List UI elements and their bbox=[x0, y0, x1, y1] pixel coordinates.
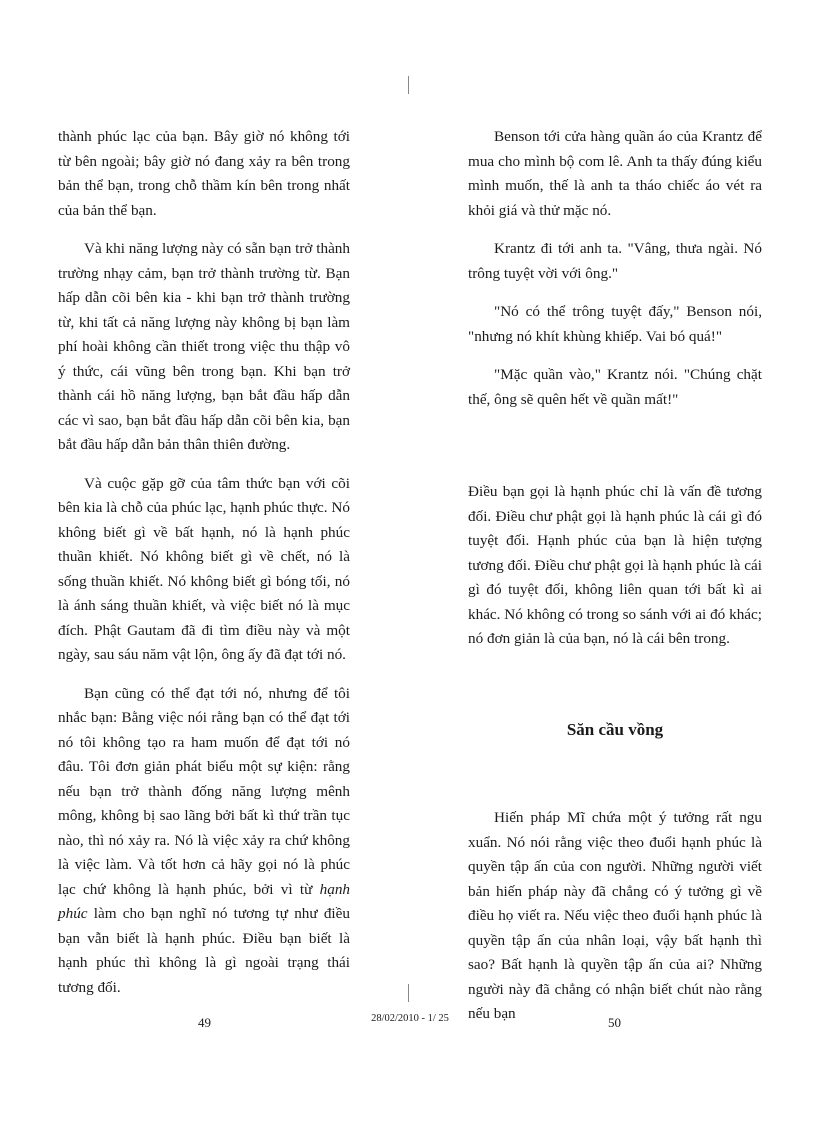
left-paragraph-4-italic-term: hạnh phúc bbox=[58, 880, 350, 922]
left-page-column bbox=[58, 125, 350, 1014]
section-heading: Săn cầu vồng bbox=[566, 719, 664, 739]
joke-paragraph-4: "Mặc quần vào," Krantz nói. "Chúng chặt thế, ông sẽ quên hết về quần mất!" bbox=[468, 366, 762, 408]
joke-paragraph-2: Krantz đi tới anh ta. "Vâng, thưa ngài. Nó trông tuyệt vời với ông." bbox=[468, 240, 762, 282]
left-paragraph-4-text-b: làm cho bạn nghĩ nó tương tự như điều bạn vẫn biết là hạnh phúc. Điều bạn biết là hạnh phúc thì không là gì ngoài trạng thái tương đối. bbox=[58, 905, 350, 996]
left-paragraph-3: Và cuộc gặp gỡ của tâm thức bạn với cõi bên kia là chỗ của phúc lạc, hạnh phúc thực. Nó không biết gì về bất hạnh, nó là hạnh phúc thuần khiết. Nó không biết gì về chết, nó là sống thuần khiết. Nó không biết gì bóng tối, nó là ánh sáng thuần khiết, và việc biết nó là mục đích. Phật Gautam đã đi tìm điều này và một ngày, sau sáu năm vật lộn, ông ấy đã đạt tới nó. bbox=[58, 474, 350, 663]
joke-paragraph-1: Benson tới cửa hàng quần áo của Krantz để mua cho mình bộ com lê. Anh ta thấy đúng kiểu mình muốn, thế là anh ta tháo chiếc áo vét ra khỏi giá và thử mặc nó. bbox=[468, 128, 762, 219]
right-page-column bbox=[468, 125, 762, 1041]
left-paragraph-1: thành phúc lạc của bạn. Bây giờ nó không tới từ bên ngoài; bây giờ nó đang xảy ra bên trong bản thể bạn, trong chỗ thầm kín bên trong nhất của bản thể bạn. bbox=[58, 128, 350, 219]
left-paragraph-2: Và khi năng lượng này có sẵn bạn trở thành trường nhạy cảm, bạn trở thành trường từ. Bạn hấp dẫn cõi bên kia - khi bạn trở thành trường từ, khi tất cả năng lượng này không bị bạn làm phí hoài không cần thiết trong việc thu thập vô ý thức, cái vũng bên trong bạn. Khi bạn trở thành cái hồ năng lượng, bạn bắt đầu hấp dẫn các vì sao, bạn bắt đầu hấp dẫn cõi bên kia, bạn bắt đầu hấp dẫn bản thân thiên đường. bbox=[58, 240, 350, 453]
joke-paragraph-3: "Nó có thể trông tuyệt đấy," Benson nói, "nhưng nó khít khùng khiếp. Vai bó quá!" bbox=[468, 303, 762, 345]
section-spacer bbox=[468, 426, 762, 480]
right-page-number: 50 bbox=[608, 1015, 621, 1030]
left-paragraph-4 bbox=[58, 682, 350, 1001]
closing-paragraph: Điều bạn gọi là hạnh phúc chỉ là vấn đề tương đối. Điều chư phật gọi là hạnh phúc là cái gì đó tuyệt đối. Hạnh phúc của bạn là hiện tượng tương đối. Điều chư phật gọi là hạnh phúc là cái gì đó tuyệt đối, không liên quan tới bất kì ai khác. Nó không có trong so sánh với ai đó khác; nó đơn giản là của bạn, nó là cái bên trong. bbox=[468, 483, 762, 647]
top-gutter-divider bbox=[408, 76, 409, 94]
heading-spacer bbox=[468, 666, 762, 718]
bottom-gutter-divider bbox=[408, 984, 409, 1002]
footer-date-stamp: 28/02/2010 - 1/ 25 bbox=[371, 1013, 449, 1024]
left-paragraph-4-text-a: Bạn cũng có thể đạt tới nó, nhưng để tôi nhắc bạn: Bằng việc nói rằng bạn có thể đạt tới nó tôi không tạo ra ham muốn để đạt tới nó đâu. Tôi đơn giản phát biểu một sự kiện: rằng nếu bạn trở thành đống năng lượng mênh mông, không bị sao lãng bởi bất kì thứ trần tục nào, thì nó xảy ra. Nó là việc xảy ra chứ không là việc làm. Và tốt hơn cả hãy gọi nó là phúc lạc chứ không là hạnh phúc, bởi vì từ bbox=[58, 684, 350, 898]
left-page-number: 49 bbox=[198, 1015, 211, 1030]
section-paragraph-1: Hiến pháp Mĩ chứa một ý tưởng rất ngu xuẩn. Nó nói rằng việc theo đuổi hạnh phúc là quyền tập ấn của con người. Những người viết bản hiến pháp này đã chẳng có ý tưởng gì về điều họ viết ra. Nếu việc theo đuổi hạnh phúc là quyền tập ấn của nhân loại, vậy bất hạnh thì sao? Bất hạnh là quyền tập ấn của ai? Những người này đã chẳng có nhận biết chút nào rằng nếu bạn bbox=[468, 809, 762, 1022]
